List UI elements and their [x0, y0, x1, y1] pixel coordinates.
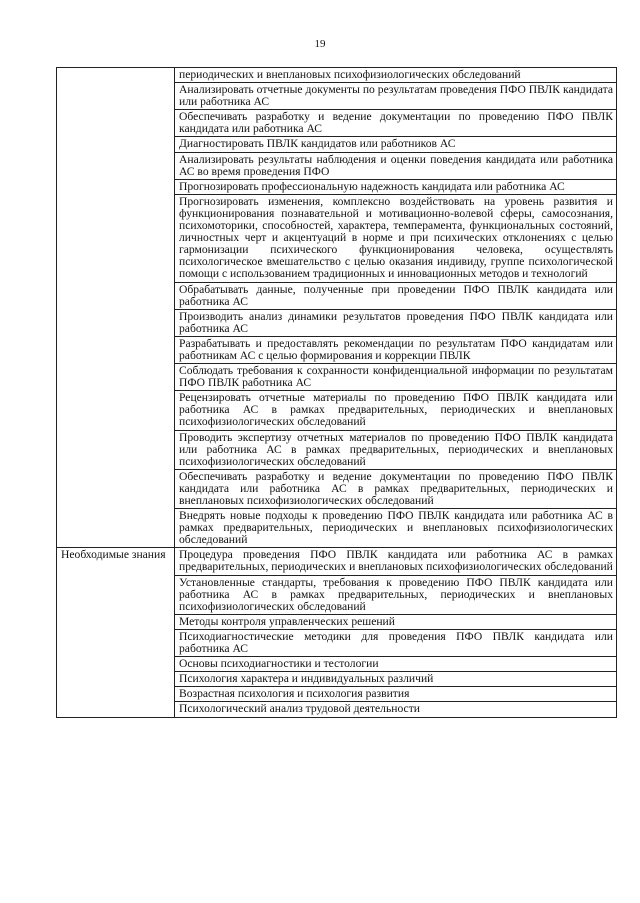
- table-cell: Внедрять новые подходы к проведению ПФО ПВЛК кандидата или работника АС в рамках предварительных, периодических и внеплановых психофизиологических обследований: [175, 509, 617, 548]
- table-cell: Обрабатывать данные, полученные при проведении ПФО ПВЛК кандидата или работника АС: [175, 282, 617, 309]
- table-cell: Анализировать результаты наблюдения и оценки поведения кандидата или работника АС во время проведения ПФО: [175, 152, 617, 179]
- table-cell: Основы психодиагностики и тестологии: [175, 657, 617, 672]
- table-cell: Соблюдать требования к сохранности конфиденциальной информации по результатам ПФО ПВЛК работника АС: [175, 364, 617, 391]
- table-cell: Обеспечивать разработку и ведение документации по проведению ПФО ПВЛК кандидата или работника АС в рамках предварительных, периодических и внеплановых психофизиологических обследований: [175, 469, 617, 508]
- table-cell: Анализировать отчетные документы по результатам проведения ПФО ПВЛК кандидата или работника АС: [175, 83, 617, 110]
- section-label-knowledge: Необходимые знания: [57, 548, 175, 717]
- table-cell: Психология характера и индивидуальных различий: [175, 672, 617, 687]
- table-cell: Диагностировать ПВЛК кандидатов или работников АС: [175, 137, 617, 152]
- table-cell: Методы контроля управленческих решений: [175, 614, 617, 629]
- table-cell: Прогнозировать профессиональную надежность кандидата или работника АС: [175, 179, 617, 194]
- table-cell: Психодиагностические методики для проведения ПФО ПВЛК кандидата или работника АС: [175, 629, 617, 656]
- page-number: 19: [314, 38, 326, 50]
- table-row: [57, 68, 617, 83]
- table-cell: Разрабатывать и предоставлять рекомендации по результатам ПФО кандидатам или работникам АС с целью формирования и коррекции ПВЛК: [175, 336, 617, 363]
- table-cell: Возрастная психология и психология развития: [175, 687, 617, 702]
- table-cell: Процедура проведения ПФО ПВЛК кандидата или работника АС в рамках предварительных, периодических и внеплановых психофизиологических обследований: [175, 548, 617, 575]
- table-cell: Проводить экспертизу отчетных материалов по проведению ПФО ПВЛК кандидата или работника АС в рамках предварительных, периодических и внеплановых психофизиологических обследований: [175, 430, 617, 469]
- table-cell: Установленные стандарты, требования к проведению ПФО ПВЛК кандидата или работника АС в рамках предварительных, периодических и внеплановых психофизиологических обследований: [175, 575, 617, 614]
- section-label-actions: [57, 68, 175, 548]
- table-row: [57, 548, 617, 575]
- table-cell: Прогнозировать изменения, комплексно воздействовать на уровень развития и функционирования познавательной и мотивационно-волевой сферы, самосознания, психомоторики, способностей, характера, темперамента, функциональных состояний, личностных черт и акцентуаций в норме и при психических отклонениях с целью гармонизации психического функционирования человека, осуществлять психологическое вмешательство с целью оказания индивиду, группе психологической помощи с использованием традиционных и инновационных методов и технологий: [175, 194, 617, 282]
- competency-table: [56, 67, 617, 718]
- table-cell: Обеспечивать разработку и ведение документации по проведению ПФО ПВЛК кандидата или работника АС: [175, 110, 617, 137]
- table-cell: Производить анализ динамики результатов проведения ПФО ПВЛК кандидата или работника АС: [175, 309, 617, 336]
- table-cell: периодических и внеплановых психофизиологических обследований: [175, 68, 617, 83]
- table-cell: Психологический анализ трудовой деятельности: [175, 702, 617, 717]
- table-cell: Рецензировать отчетные материалы по проведению ПФО ПВЛК кандидата или работника АС в рамках предварительных, периодических и внеплановых психофизиологических обследований: [175, 391, 617, 430]
